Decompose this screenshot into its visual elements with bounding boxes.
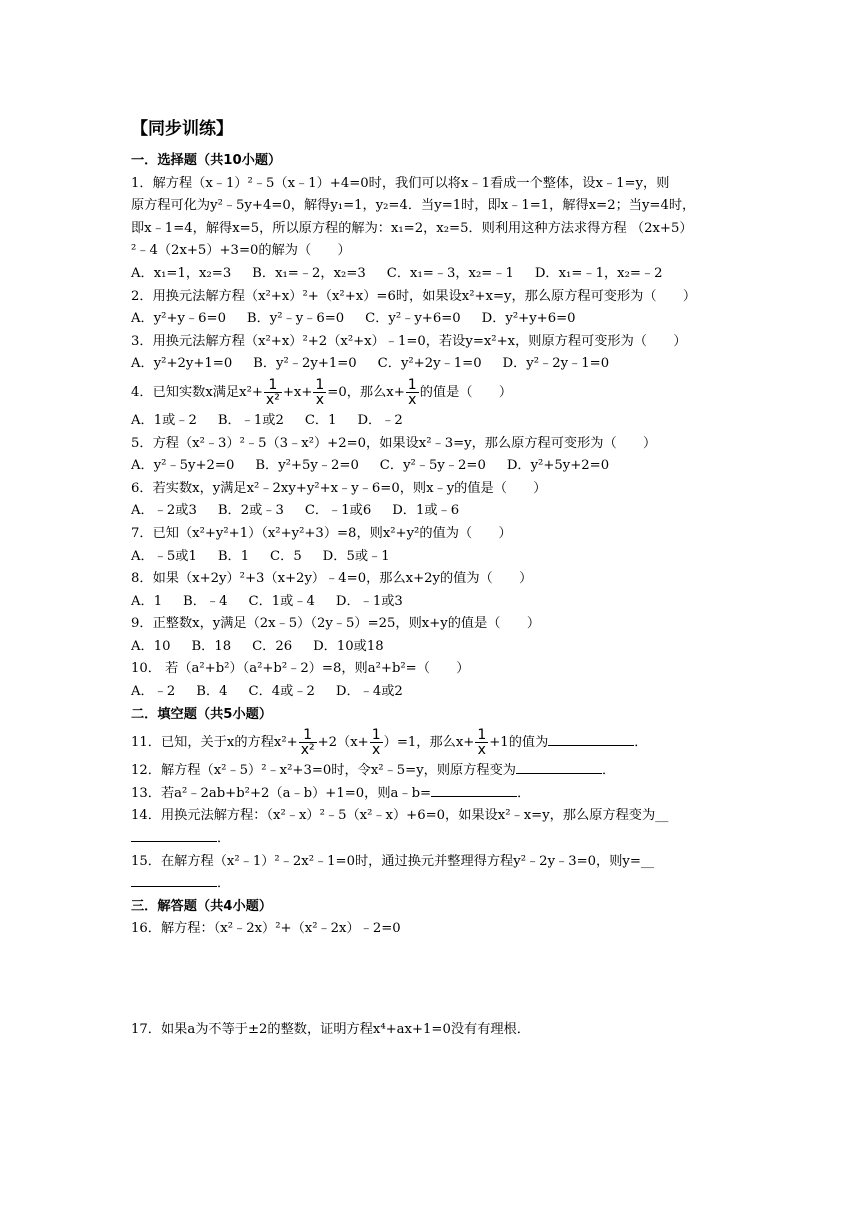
section-solve-heading: 三．解答题（共4小题） <box>131 898 273 914</box>
answer-blank[interactable] <box>516 761 602 774</box>
question-12-end: ． <box>601 763 616 779</box>
fraction-denominator: x² <box>265 391 280 408</box>
question-6: 6．若实数x，y满足x²﹣2xy+y²+x﹣y﹣6=0，则x﹣y的值是（ ） <box>131 480 547 496</box>
question-10-options: A．﹣2 B．4 C．4或﹣2 D．﹣4或2 <box>131 684 403 700</box>
question-12-text: 12．解方程（x²﹣5）²﹣x²+3=0时，令x²﹣5=y，则原方程变为 <box>131 763 516 779</box>
answer-blank[interactable] <box>431 784 517 797</box>
fraction-denominator: x <box>477 742 486 759</box>
question-9-options: A．10 B．18 C．26 D．10或18 <box>131 638 384 654</box>
question-11-mid-2: ）=1，那么x+ <box>383 735 475 751</box>
question-3: 3．用换元法解方程（x²+x）²+2（x²+x）﹣1=0，若设y=x²+x，则原方程可变形为（ ） <box>131 333 687 349</box>
page-title: 【同步训练】 <box>131 119 233 139</box>
question-1-line-4: ²﹣4（2x+5）+3=0的解为（ ） <box>131 243 351 259</box>
question-8-options: A．1 B．﹣4 C．1或﹣4 D．﹣1或3 <box>131 593 403 609</box>
question-2-options: A．y²+y﹣6=0 B．y²﹣y﹣6=0 C．y²﹣y+6=0 D．y²+y+6=0 <box>131 311 576 327</box>
question-8: 8．如果（x+2y）²+3（x+2y）﹣4=0，那么x+2y的值为（ ） <box>131 571 533 587</box>
answer-space[interactable] <box>131 941 731 1019</box>
question-4-mid-2: =0，那么x+ <box>327 384 405 400</box>
fraction <box>264 378 282 407</box>
question-14-line-2 <box>131 828 731 851</box>
question-14 <box>131 805 731 850</box>
question-1-options: A．x₁=1，x₂=3 B．x₁=﹣2，x₂=3 C．x₁=﹣3，x₂=﹣1 D．x₁=﹣1，x₂=﹣2 <box>131 265 663 281</box>
question-13-text: 13．若a²﹣2ab+b²+2（a﹣b）+1=0，则a﹣b= <box>131 785 432 801</box>
question-10: 10． 若（a²+b²）（a²+b²﹣2）=8，则a²+b²=（ ） <box>131 661 470 677</box>
question-15-line-1: 15．在解方程（x²﹣1）²﹣2x²﹣1=0时，通过换元并整理得方程y²﹣2y﹣3=0，则y=__ <box>131 853 655 869</box>
fraction <box>406 378 419 407</box>
answer-blank[interactable] <box>548 733 634 746</box>
answer-blank[interactable] <box>131 829 217 842</box>
worksheet <box>131 118 731 1042</box>
question-3-options: A．y²+2y+1=0 B．y²﹣2y+1=0 C．y²+2y﹣1=0 D．y²﹣2y﹣1=0 <box>131 356 610 372</box>
question-11-suffix: +1的值为 <box>489 735 549 751</box>
question-6-options: A．﹣2或3 B．2或﹣3 C．﹣1或6 D．1或﹣6 <box>131 503 460 519</box>
question-11-prefix: 11．已知，关于x的方程x²+ <box>131 735 298 751</box>
answer-blank[interactable] <box>131 874 217 887</box>
question-1-line-2: 原方程可化为y²﹣5y+4=0，解得y₁=1，y₂=4．当y=1时，即x﹣1=1，解得x=2；当y=4时， <box>131 198 696 214</box>
question-9: 9．正整数x，y满足（2x﹣5）（2y﹣5）=25，则x+y的值是（ ） <box>131 616 541 632</box>
fraction-numerator: 1 <box>315 376 325 393</box>
question-1-line-3: 即x﹣1=4，解得x=5，所以原方程的解为：x₁=2，x₂=5．则利用这种方法求得方程 （2x+5） <box>131 220 693 236</box>
question-13-end: ． <box>517 785 531 801</box>
question-14-line-1: 14．用换元法解方程：（x²﹣x）²﹣5（x²﹣x）+6=0，如果设x²﹣x=y，那么原方程变为__ <box>131 808 669 824</box>
fraction-denominator: x² <box>300 742 315 759</box>
question-2: 2．用换元法解方程（x²+x）²+（x²+x）=6时，如果设x²+x=y，那么原方程可变形为（ ） <box>131 288 697 304</box>
section-choice-heading: 一．选择题（共10小题） <box>131 153 282 168</box>
question-12 <box>131 760 731 783</box>
question-11-mid: +2（x+ <box>317 735 369 751</box>
fraction <box>313 378 326 407</box>
fraction-numerator: 1 <box>299 728 317 743</box>
fraction-denominator: x <box>315 391 324 408</box>
question-4 <box>131 376 731 410</box>
fraction-denominator: x <box>372 742 381 759</box>
question-1-line-1: 1．解方程（x﹣1）²﹣5（x﹣1）+4=0时，我们可以将x﹣1看成一个整体，设x﹣1=y，则 <box>131 175 670 191</box>
question-7-options: A．﹣5或1 B．1 C．5 D．5或﹣1 <box>131 548 390 564</box>
question-5-options: A．y²﹣5y+2=0 B．y²+5y﹣2=0 C．y²﹣5y﹣2=0 D．y²+5y+2=0 <box>131 458 610 474</box>
question-5: 5．方程（x²﹣3）²﹣5（3﹣x²）+2=0，如果设x²﹣3=y，那么原方程可变形为（ ） <box>131 435 657 451</box>
question-17: 17．如果a为不等于±2的整数，证明方程x⁴+ax+1=0没有有理根． <box>131 1022 530 1037</box>
fraction-numerator: 1 <box>407 376 417 393</box>
question-4-mid: +x+ <box>282 384 313 400</box>
question-15-line-2 <box>131 873 731 896</box>
fraction-numerator: 1 <box>371 727 381 744</box>
question-14-end: ． <box>217 831 231 847</box>
fraction <box>370 728 383 757</box>
question-16: 16．解方程：（x²﹣2x）²+（x²﹣2x）﹣2=0 <box>131 921 401 937</box>
fraction-numerator: 1 <box>264 378 282 393</box>
fraction <box>299 728 317 757</box>
question-4-suffix: 的值是（ ） <box>419 384 513 400</box>
fraction-denominator: x <box>408 391 417 408</box>
question-15-end: ． <box>217 876 231 892</box>
fraction <box>475 728 488 757</box>
question-7: 7．已知（x²+y²+1）（x²+y²+3）=8，则x²+y²的值为（ ） <box>131 525 512 541</box>
fraction-numerator: 1 <box>477 727 487 744</box>
question-13 <box>131 783 731 806</box>
question-11 <box>131 726 731 760</box>
section-fill-heading: 二．填空题（共5小题） <box>131 706 273 722</box>
question-4-prefix: 4．已知实数x满足x²+ <box>131 384 263 400</box>
question-11-end: ． <box>634 735 648 751</box>
question-4-options: A．1或﹣2 B．﹣1或2 C．1 D．﹣2 <box>131 412 403 428</box>
question-1 <box>131 173 731 286</box>
question-15 <box>131 851 731 896</box>
